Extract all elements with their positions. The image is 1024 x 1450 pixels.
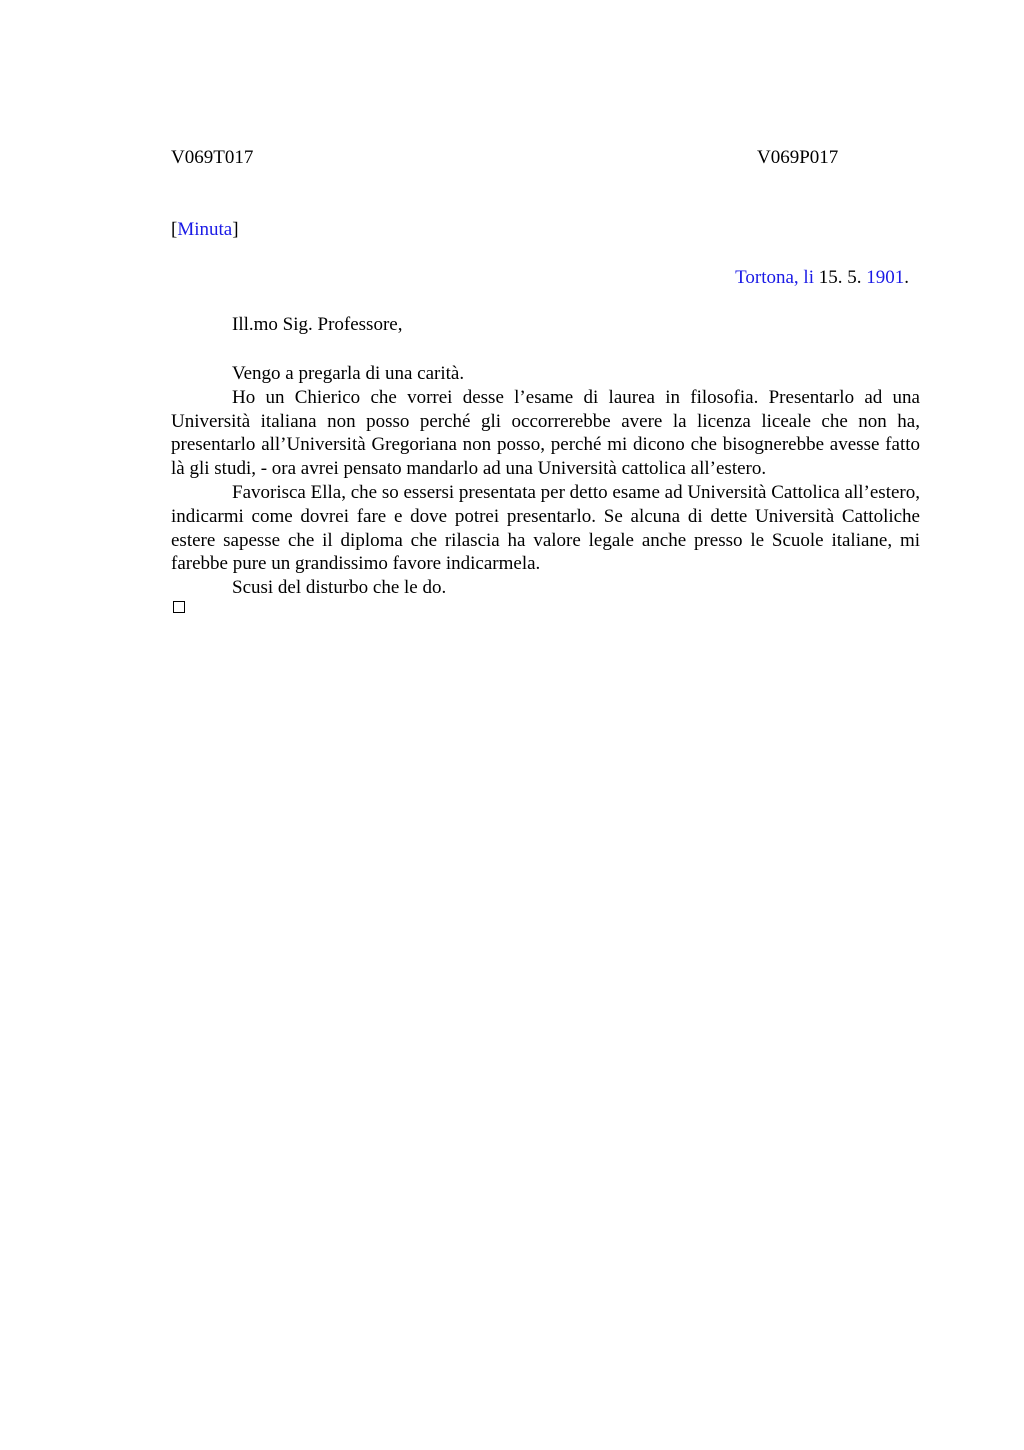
open-bracket: [ xyxy=(171,219,178,240)
document-code-right: V069P017 xyxy=(757,147,839,168)
salutation: Ill.mo Sig. Professore, xyxy=(232,314,403,335)
dateline xyxy=(600,266,909,290)
date-place: Tortona, li xyxy=(735,267,814,288)
paragraph: Vengo a pregarla di una carità. xyxy=(232,363,465,384)
paragraph: Scusi del disturbo che le do. xyxy=(232,577,447,599)
date-day-month: 15. 5. xyxy=(814,267,867,288)
minuta-text: Minuta xyxy=(177,219,233,240)
date-year: 1901 xyxy=(866,267,905,288)
paragraph: Ho un Chierico che vorrei desse l’esame di laurea in filosofia. Presentarlo ad una Università italiana non posso perché gli occorrerebbe avere la licenza liceale che non ha, presentarlo all’Università Gregoriana non posso, perché mi dicono che bisognerebbe avesse fatto là gli studi, - ora avrei pensato mandarlo ad una Università cattolica all’estero. xyxy=(171,386,920,480)
letter-body xyxy=(171,362,920,600)
close-bracket: ] xyxy=(232,219,239,240)
end-square-icon xyxy=(173,601,185,613)
paragraph: Favorisca Ella, che so essersi presentata per detto esame ad Università Cattolica all’estero, indicarmi come dovrei fare e dove potrei presentarlo. Se alcuna di dette Università Cattoliche estere sapesse che il diploma che rilascia ha valore legale anche presso le Scuole italiane, mi farebbe pure un grandissimo favore indicarmela. xyxy=(171,481,920,575)
minuta-label xyxy=(171,218,239,242)
date-end: . xyxy=(904,267,909,288)
document-code-left: V069T017 xyxy=(171,147,254,168)
